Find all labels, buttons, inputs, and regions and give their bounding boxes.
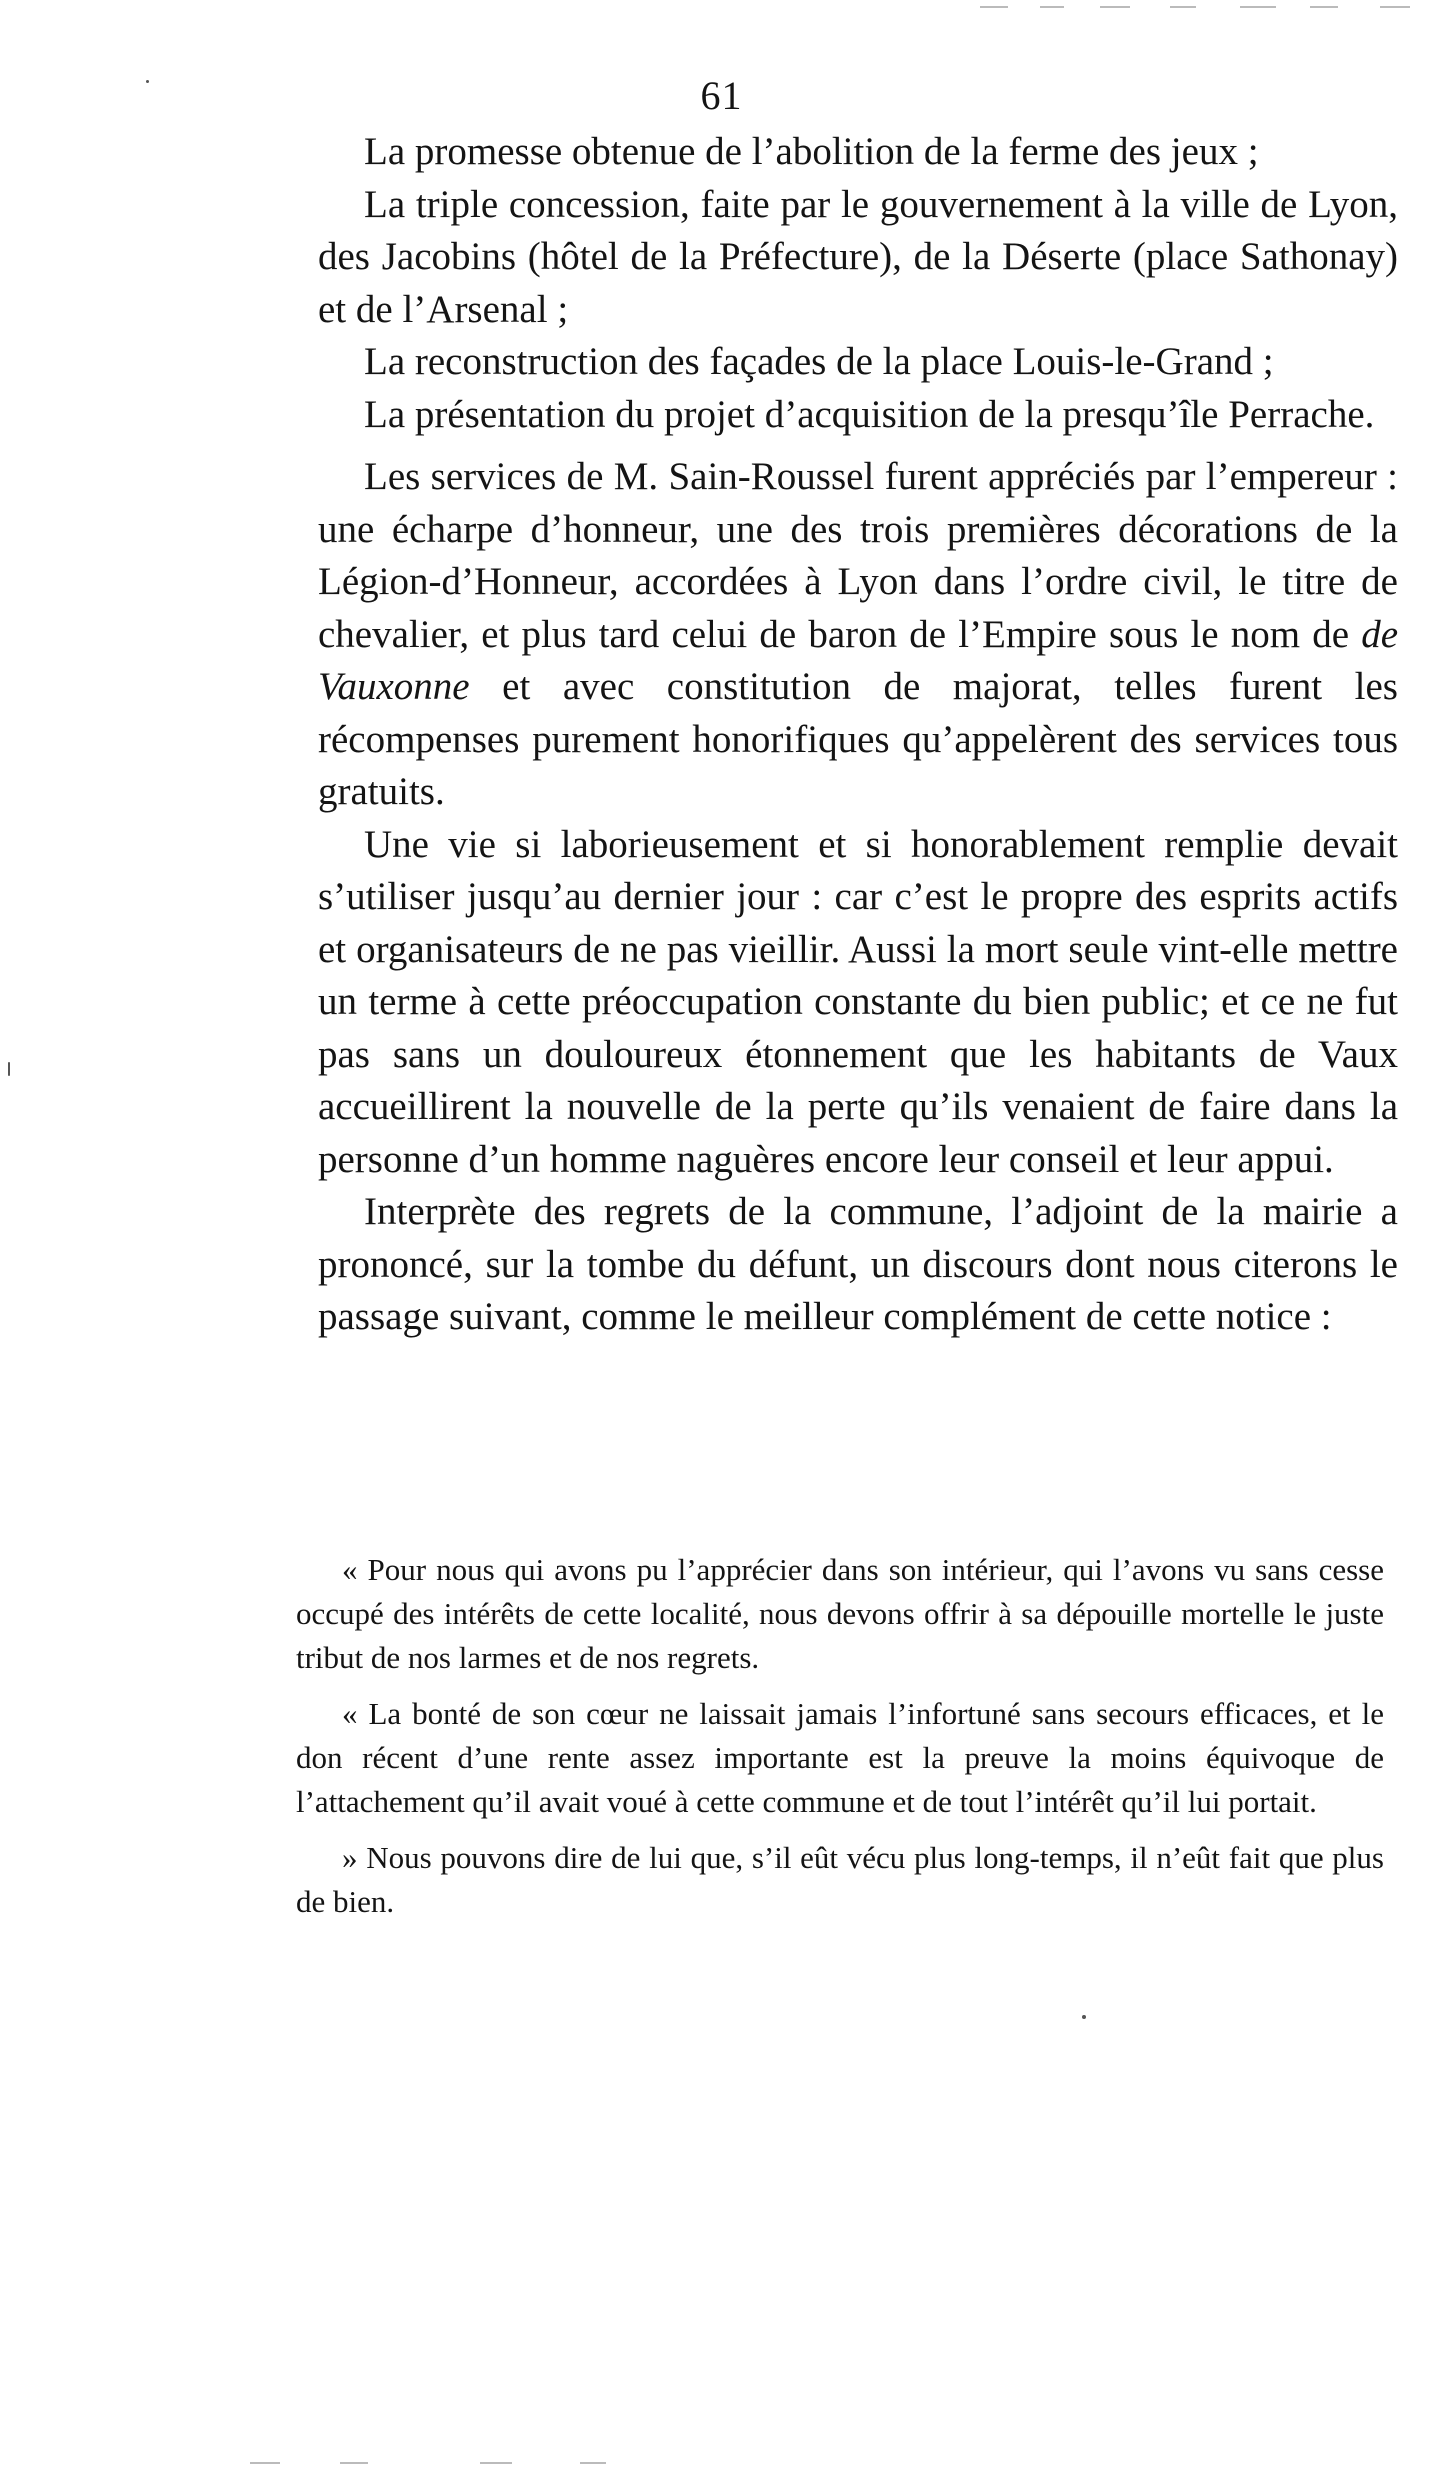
scan-edge-mark xyxy=(980,6,1008,8)
main-text xyxy=(318,126,1398,1344)
scan-edge-mark xyxy=(250,2462,280,2464)
scan-speck xyxy=(8,1062,10,1076)
quote-paragraph: » Nous pouvons dire de lui que, s’il eût vécu plus long-temps, il n’eût fait que plus de bien. xyxy=(296,1840,1384,1919)
scan-edge-mark xyxy=(1310,6,1338,8)
paragraph: Interprète des regrets de la commune, l’adjoint de la mairie a prononcé, sur la tombe du défunt, un discours dont nous citerons le passage suivant, comme le meilleur complément de cette notice : xyxy=(318,1190,1398,1338)
quote-paragraph: « Pour nous qui avons pu l’apprécier dans son intérieur, qui l’avons vu sans cesse occupé des intérêts de cette localité, nous devons offrir à sa dépouille mortelle le juste tribut de nos larmes et de nos regrets. xyxy=(296,1552,1384,1675)
paragraph: Une vie si laborieusement et si honorablement remplie devait s’utiliser jusqu’au dernier jour : car c’est le propre des esprits actifs et organisateurs de ne pas vieillir. Aussi la mort seule vint-elle mettre un terme à cette préoccupation constante du bien public; et ce ne fut pas sans un douloureux étonnement que les habitants de Vaux accueillirent la nouvelle de la perte qu’ils venaient de faire dans la personne d’un homme naguères encore leur conseil et leur appui. xyxy=(318,822,1398,1181)
paragraph: La triple concession, faite par le gouvernement à la ville de Lyon, des Jacobins (hôtel de la Préfecture), de la Déserte (place Sathonay) et de l’Arsenal ; xyxy=(318,182,1398,331)
paragraph xyxy=(318,451,1398,819)
paragraph: La reconstruction des façades de la place Louis-le-Grand ; xyxy=(364,340,1274,383)
quote-paragraph: « La bonté de son cœur ne laissait jamais l’infortuné sans secours efficaces, et le don récent d’une rente assez importante est la preuve la moins équivoque de l’attachement qu’il avait voué à cette commune et de tout l’intérêt qu’il lui portait. xyxy=(296,1696,1384,1819)
scan-edge-mark xyxy=(480,2462,512,2464)
scan-edge-mark xyxy=(1040,6,1064,8)
paragraph: La promesse obtenue de l’abolition de la ferme des jeux ; xyxy=(364,130,1259,173)
text-run: et avec constitution de majorat, telles furent les récompenses purement honorifiques qu’appelèrent des services tous gratuits. xyxy=(318,665,1398,813)
scan-edge-mark xyxy=(340,2462,368,2464)
italic-name: de Vauxonne xyxy=(318,612,1398,708)
scan-edge-mark xyxy=(1380,6,1410,8)
scan-speck xyxy=(1082,2015,1086,2019)
scan-edge-mark xyxy=(1100,6,1130,8)
page-number: 61 xyxy=(700,73,743,118)
text-run: Les services de M. Sain-Roussel furent appréciés par l’empereur : une écharpe d’honneur, une des trois premières décorations de la Légion-d’Honneur, accordées à Lyon dans l’ordre civil, le titre de chevalier, et plus tard celui de baron de l’Empire sous le nom de xyxy=(318,455,1398,656)
scan-edge-mark xyxy=(1240,6,1276,8)
scan-edge-mark xyxy=(580,2462,606,2464)
paragraph: La présentation du projet d’acquisition de la presqu’île Perrache. xyxy=(364,392,1375,436)
scan-edge-mark xyxy=(1170,6,1196,8)
quoted-speech xyxy=(296,1548,1384,1936)
